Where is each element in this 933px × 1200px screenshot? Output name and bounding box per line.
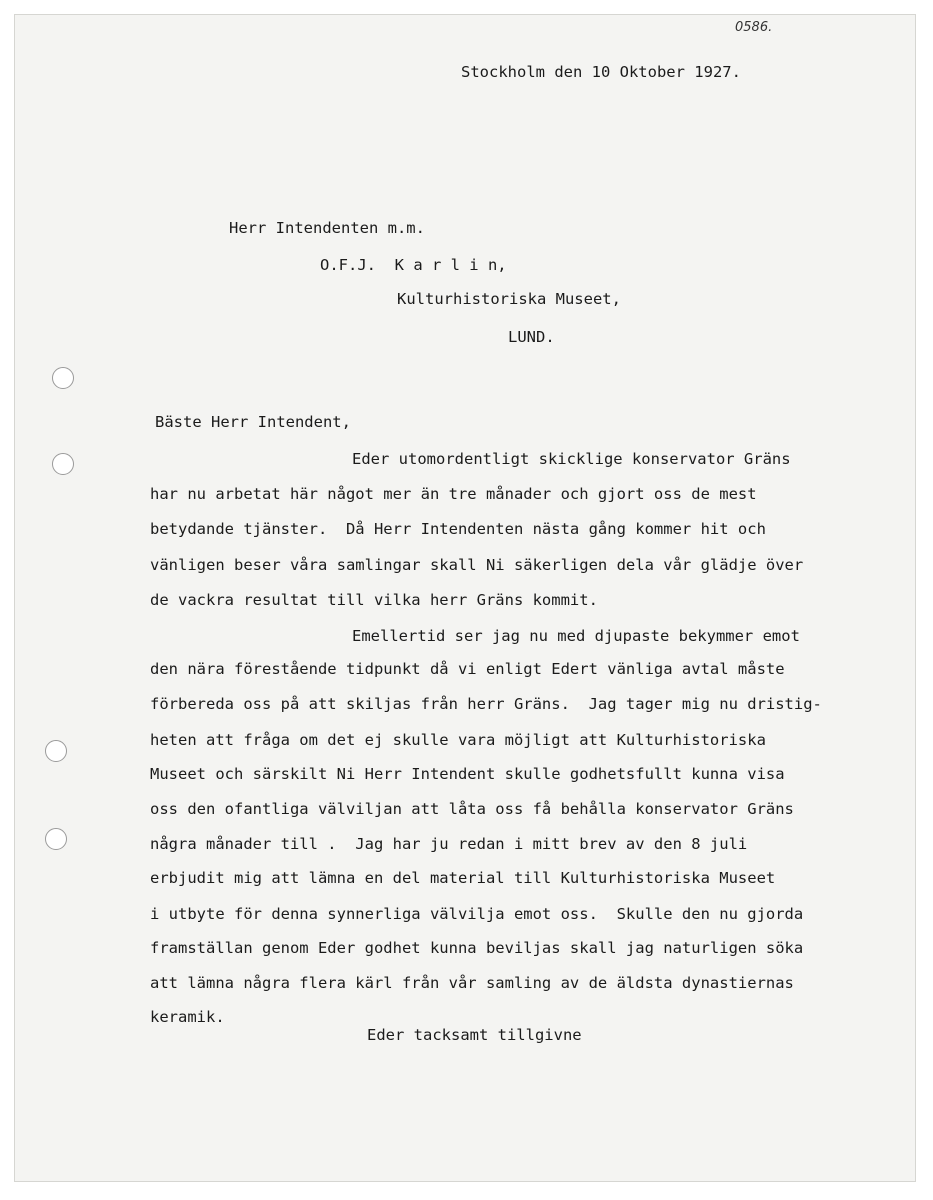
punch-hole: [45, 828, 67, 850]
body-line: framställan genom Eder godhet kunna beviljas skall jag naturligen söka: [150, 939, 804, 957]
body-line: Emellertid ser jag nu med djupaste bekymmer emot: [352, 627, 800, 645]
body-line: betydande tjänster. Då Herr Intendenten nästa gång kommer hit och: [150, 520, 766, 538]
salutation: Bäste Herr Intendent,: [155, 413, 351, 431]
recipient-line-4: LUND.: [508, 328, 555, 346]
body-line: keramik.: [150, 1008, 225, 1026]
body-line: att lämna några flera kärl från vår samling av de äldsta dynastiernas: [150, 974, 794, 992]
body-line: Museet och särskilt Ni Herr Intendent skulle godhetsfullt kunna visa: [150, 765, 785, 783]
body-line: förbereda oss på att skiljas från herr Gräns. Jag tager mig nu dristig-: [150, 695, 822, 713]
dateline: Stockholm den 10 Oktober 1927.: [461, 63, 741, 81]
body-line: den nära förestående tidpunkt då vi enligt Edert vänliga avtal måste: [150, 660, 785, 678]
archive-reference-number: 0586.: [735, 20, 773, 35]
recipient-line-2: O.F.J. K a r l i n,: [320, 256, 507, 274]
body-line: de vackra resultat till vilka herr Gräns kommit.: [150, 591, 598, 609]
closing: Eder tacksamt tillgivne: [367, 1026, 582, 1044]
recipient-line-1: Herr Intendenten m.m.: [229, 219, 425, 237]
punch-hole: [45, 740, 67, 762]
punch-hole: [52, 367, 74, 389]
punch-hole: [52, 453, 74, 475]
body-line: heten att fråga om det ej skulle vara möjligt att Kulturhistoriska: [150, 731, 766, 749]
body-line: erbjudit mig att lämna en del material till Kulturhistoriska Museet: [150, 869, 776, 887]
body-line: Eder utomordentligt skicklige konservator Gräns: [352, 450, 791, 468]
body-line: har nu arbetat här något mer än tre månader och gjort oss de mest: [150, 485, 757, 503]
body-line: oss den ofantliga välviljan att låta oss få behålla konservator Gräns: [150, 800, 794, 818]
recipient-line-3: Kulturhistoriska Museet,: [397, 290, 621, 308]
body-line: några månader till . Jag har ju redan i mitt brev av den 8 juli: [150, 835, 748, 853]
body-line: vänligen beser våra samlingar skall Ni säkerligen dela vår glädje över: [150, 556, 804, 574]
body-line: i utbyte för denna synnerliga välvilja emot oss. Skulle den nu gjorda: [150, 905, 804, 923]
